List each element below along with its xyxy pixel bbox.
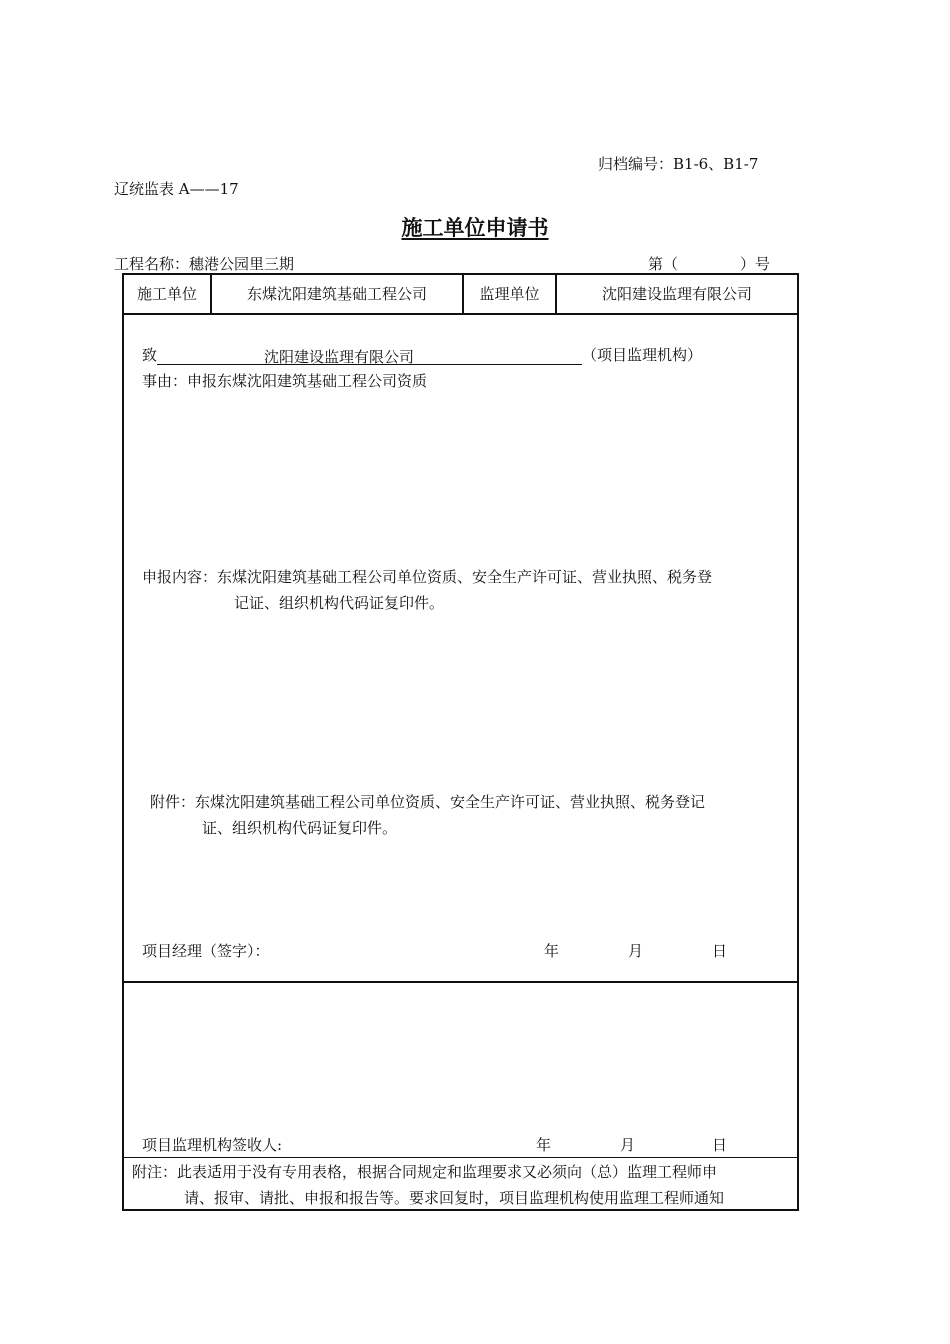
form-code: 辽统监表 A——17	[114, 180, 239, 198]
receiver-signature: 项目监理机构签收人:	[142, 1136, 283, 1154]
pm-date-year: 年	[544, 942, 560, 960]
pm-date-day: 日	[712, 942, 728, 960]
declaration-content	[142, 564, 802, 616]
addressee-value: 沈阳建设监理有限公司	[264, 348, 415, 366]
serial-suffix: ）号	[740, 255, 771, 273]
attachment-line-2: 证、组织机构代码证复印件。	[202, 819, 398, 837]
construction-unit-label: 施工单位	[136, 285, 197, 303]
note-line-1: 附注：此表适用于没有专用表格，根据合同规定和监理要求又必须向（总）监理工程师申	[132, 1163, 718, 1181]
supervision-receipt-section	[124, 983, 797, 1158]
attachment-content	[150, 789, 810, 841]
title-text: 施工单位申请书	[401, 215, 549, 240]
serial-prefix: 第（	[648, 255, 679, 273]
receipt-date-day: 日	[712, 1136, 728, 1154]
document-title	[0, 212, 950, 242]
addressee-suffix: （项目监理机构）	[582, 346, 703, 364]
construction-unit-value: 东煤沈阳建筑基础工程公司	[246, 285, 427, 303]
supervision-unit-label: 监理单位	[479, 285, 540, 303]
addressee-prefix: 致	[142, 346, 158, 364]
note-line-2: 请、报审、请批、申报和报告等。要求回复时，项目监理机构使用监理工程师通知	[184, 1189, 725, 1207]
pm-date-month: 月	[628, 942, 644, 960]
form-note	[132, 1159, 792, 1211]
supervision-unit-value: 沈阳建设监理有限公司	[601, 285, 752, 303]
content-line-1: 申报内容：东煤沈阳建筑基础工程公司单位资质、安全生产许可证、营业执照、税务登	[142, 568, 713, 586]
serial-number	[648, 253, 770, 274]
content-line-2: 记证、组织机构代码证复印件。	[234, 594, 445, 612]
application-body	[124, 315, 797, 983]
project-manager-signature: 项目经理（签字）：	[142, 942, 270, 960]
addressee-line	[142, 344, 702, 365]
receipt-date-month: 月	[620, 1136, 636, 1154]
project-name: 工程名称：穗港公园里三期	[114, 255, 295, 273]
reason-text: 事由：申报东煤沈阳建筑基础工程公司资质	[142, 372, 428, 390]
archive-number: 归档编号：B1-6、B1-7	[598, 155, 759, 173]
form-header-row	[124, 275, 797, 315]
receipt-date-year: 年	[536, 1136, 552, 1154]
application-form	[122, 273, 799, 1211]
attachment-line-1: 附件：东煤沈阳建筑基础工程公司单位资质、安全生产许可证、营业执照、税务登记	[150, 793, 706, 811]
